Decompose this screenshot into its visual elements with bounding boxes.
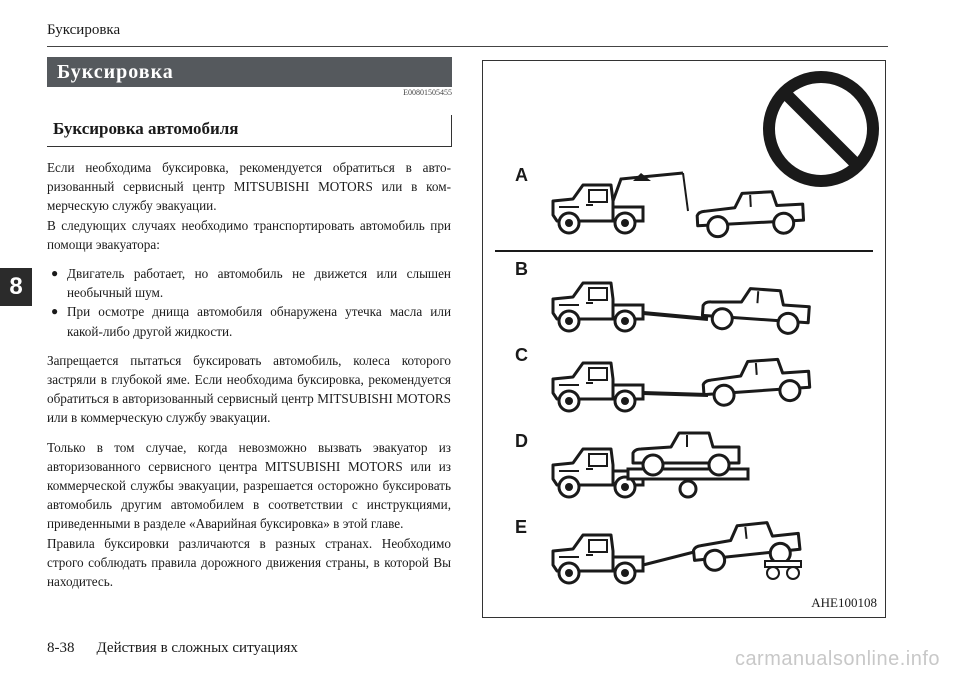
figure-label-c: C (515, 345, 528, 365)
paragraph-1: Если необходима буксировка, рекомендуется обратиться в авторизованный сервисный центр MITSUBISHI MOTORS или в коммерческую службу эвакуации. (47, 160, 451, 214)
towing-illustration-svg (483, 61, 887, 619)
paragraph-2: В следующих случаях необходимо транспортировать автомобиль при помощи эвакуатора: (47, 217, 451, 252)
bullet-list (47, 264, 451, 341)
tow-scenario-a (553, 173, 804, 238)
tow-scenario-d (553, 433, 748, 497)
tow-scenario-e (553, 519, 801, 583)
figure-code: AHE100108 (811, 595, 877, 610)
figure-label-b: B (515, 259, 528, 279)
paragraph-5: Правила буксировки различаются в разных странах. Необходимо строго соблюдать правила дорожного движения страны, в которой Вы находитесь. (47, 535, 451, 590)
section-title-text: Буксировка (57, 60, 174, 83)
body-text (47, 158, 451, 591)
figure-label-a: A (515, 165, 528, 185)
header-rule (47, 46, 888, 47)
chapter-tab: 8 (0, 268, 32, 306)
figure-label-d: D (515, 431, 528, 451)
running-header: Буксировка (47, 22, 121, 38)
page-footer (47, 640, 298, 657)
chapter-title: Действия в сложных ситуациях (96, 640, 298, 656)
bullet-item: ● Двигатель работает, но автомобиль не движется или слышен необычный шум. (47, 264, 451, 302)
bullet-item: ● При осмотре днища автомобиля обнаружена утечка масла или какой-либо другой жидкости. (47, 302, 451, 340)
tow-scenario-b (553, 283, 810, 335)
section-title (47, 57, 452, 87)
subsection-title-text: Буксировка автомобиля (53, 119, 239, 138)
tow-scenario-c (553, 357, 811, 411)
subsection-title (47, 115, 452, 147)
paragraph-3: Запрещается пытаться буксировать автомобиль, колеса которого застряли в глубокой яме. Если необходима буксировка, рекомендуется обратиться в авторизованный сервисный центр MITSUBISHI MOTORS или в коммерческую службу эвакуации. (47, 352, 451, 426)
towing-illustration (482, 60, 886, 618)
paragraph-4: Только в том случае, когда невозможно вызвать эвакуатор из авторизованного сервисного центра MITSUBISHI MOTORS или из коммерческой службы эвакуации, разрешается осторожно буксировать автомобиль другим автомобилем в соответствии с инструкциями, приведенными в разделе «Аварийная буксировка» в этой главе. (47, 439, 451, 532)
section-code: E00801505455 (403, 88, 452, 97)
figure-label-e: E (515, 517, 528, 537)
watermark: carmanualsonline.info (734, 648, 940, 670)
page-number: 8-38 (47, 640, 75, 656)
